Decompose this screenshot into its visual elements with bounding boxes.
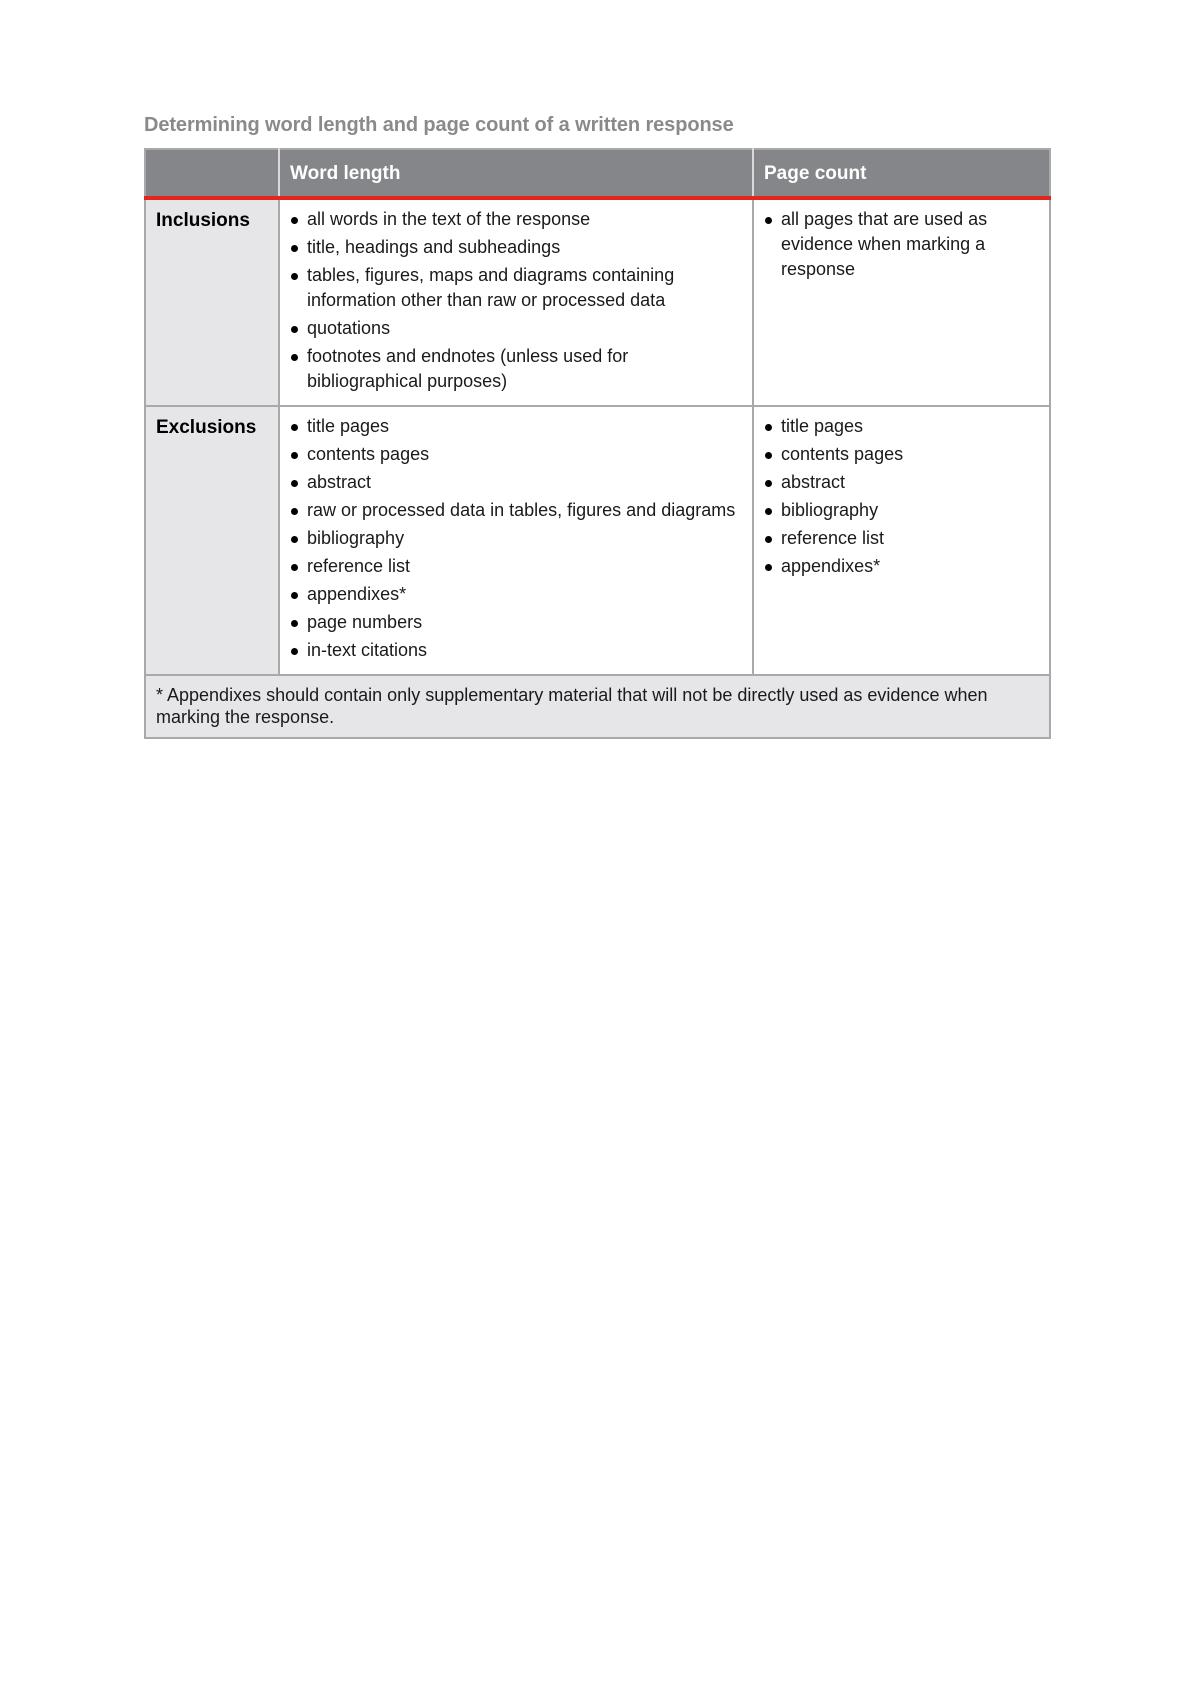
list-item-text: contents pages bbox=[781, 444, 904, 464]
list-item bbox=[290, 235, 742, 260]
bullet-icon bbox=[765, 424, 772, 431]
exclusions-word-length-list bbox=[290, 414, 742, 663]
document-title: Determining word length and page count of a written response bbox=[144, 114, 734, 136]
list-item bbox=[290, 414, 742, 439]
list-item bbox=[290, 582, 742, 607]
bullet-icon bbox=[291, 508, 298, 515]
bullet-icon bbox=[765, 508, 772, 515]
bullet-icon bbox=[291, 326, 298, 333]
document-page bbox=[144, 112, 1049, 739]
bullet-icon bbox=[291, 354, 298, 361]
bullet-icon bbox=[291, 648, 298, 655]
list-item bbox=[290, 263, 742, 313]
list-item-text: appendixes* bbox=[781, 556, 881, 576]
list-item bbox=[764, 207, 1039, 282]
list-item-text: all pages that are used as evidence when marking a response bbox=[781, 209, 988, 279]
inclusions-word-length-list bbox=[290, 207, 742, 394]
exclusions-word-length-cell bbox=[279, 406, 753, 675]
list-item-text: tables, figures, maps and diagrams containing information other than raw or processed data bbox=[307, 265, 675, 310]
list-item bbox=[290, 316, 742, 341]
bullet-icon bbox=[291, 245, 298, 252]
list-item bbox=[290, 498, 742, 523]
inclusions-exclusions-table bbox=[144, 148, 1051, 739]
list-item-text: reference list bbox=[307, 556, 411, 576]
header-corner-cell bbox=[145, 149, 279, 198]
bullet-icon bbox=[291, 620, 298, 627]
list-item bbox=[290, 526, 742, 551]
exclusions-page-count-cell bbox=[753, 406, 1050, 675]
list-item bbox=[290, 442, 742, 467]
list-item-text: abstract bbox=[307, 472, 372, 492]
list-item-text: abstract bbox=[781, 472, 846, 492]
list-item bbox=[764, 442, 1039, 467]
list-item-text: in-text citations bbox=[307, 640, 428, 660]
bullet-icon bbox=[291, 592, 298, 599]
inclusions-page-count-cell bbox=[753, 198, 1050, 406]
list-item-text: title, headings and subheadings bbox=[307, 237, 561, 257]
bullet-icon bbox=[291, 536, 298, 543]
list-item bbox=[290, 344, 742, 394]
list-item bbox=[290, 554, 742, 579]
list-item bbox=[764, 470, 1039, 495]
list-item bbox=[290, 610, 742, 635]
bullet-icon bbox=[765, 536, 772, 543]
list-item-text: title pages bbox=[781, 416, 864, 436]
list-item-text: title pages bbox=[307, 416, 390, 436]
list-item-text: all words in the text of the response bbox=[307, 209, 591, 229]
list-item bbox=[764, 554, 1039, 579]
bullet-icon bbox=[765, 217, 772, 224]
bullet-icon bbox=[765, 480, 772, 487]
list-item bbox=[764, 498, 1039, 523]
bullet-icon bbox=[291, 424, 298, 431]
table-header-row bbox=[145, 149, 1050, 198]
list-item bbox=[764, 414, 1039, 439]
bullet-icon bbox=[291, 564, 298, 571]
list-item bbox=[290, 470, 742, 495]
list-item-text: appendixes* bbox=[307, 584, 407, 604]
list-item bbox=[290, 207, 742, 232]
list-item bbox=[290, 638, 742, 663]
row-label-exclusions: Exclusions bbox=[145, 406, 279, 675]
table-row-inclusions bbox=[145, 198, 1050, 406]
bullet-icon bbox=[291, 480, 298, 487]
header-page-count: Page count bbox=[753, 149, 1050, 198]
table-footnote: * Appendixes should contain only supplementary material that will not be directly used as evidence when marking the response. bbox=[145, 675, 1050, 738]
table-row-exclusions bbox=[145, 406, 1050, 675]
list-item-text: page numbers bbox=[307, 612, 423, 632]
table-footnote-row bbox=[145, 675, 1050, 738]
list-item-text: footnotes and endnotes (unless used for bibliographical purposes) bbox=[307, 346, 629, 391]
list-item bbox=[764, 526, 1039, 551]
bullet-icon bbox=[291, 273, 298, 280]
inclusions-word-length-cell bbox=[279, 198, 753, 406]
list-item-text: bibliography bbox=[781, 500, 879, 520]
header-word-length: Word length bbox=[279, 149, 753, 198]
inclusions-page-count-list bbox=[764, 207, 1039, 282]
list-item-text: raw or processed data in tables, figures and diagrams bbox=[307, 500, 736, 520]
bullet-icon bbox=[291, 452, 298, 459]
list-item-text: reference list bbox=[781, 528, 885, 548]
list-item-text: bibliography bbox=[307, 528, 405, 548]
exclusions-page-count-list bbox=[764, 414, 1039, 579]
list-item-text: contents pages bbox=[307, 444, 430, 464]
bullet-icon bbox=[765, 564, 772, 571]
bullet-icon bbox=[765, 452, 772, 459]
bullet-icon bbox=[291, 217, 298, 224]
row-label-inclusions: Inclusions bbox=[145, 198, 279, 406]
list-item-text: quotations bbox=[307, 318, 391, 338]
